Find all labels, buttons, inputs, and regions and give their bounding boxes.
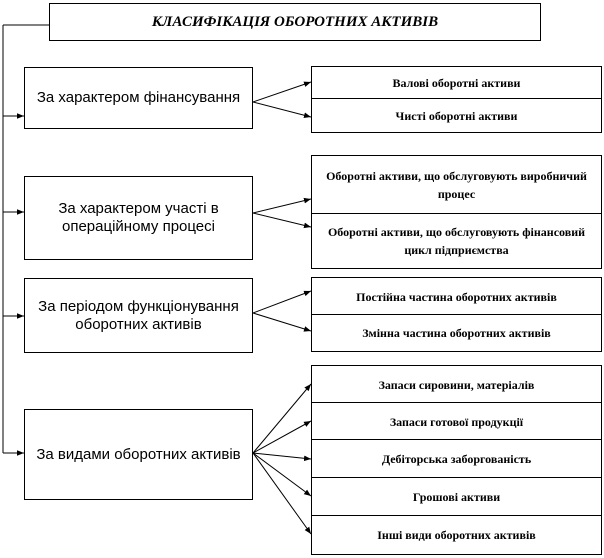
item-label: Оборотні активи, що обслуговують виробничий процес [326,169,587,201]
item-label: Дебіторська заборгованість [381,452,532,466]
item-financial-cycle-assets [311,213,602,269]
item-net-current-assets [311,98,602,133]
arrow-4-2 [253,421,311,453]
item-label: Грошові активи [412,490,501,504]
arrow-3-2 [253,313,311,331]
item-permanent-part [311,277,602,315]
arrow-3-1 [253,291,311,313]
item-raw-materials [311,365,602,403]
item-cash-assets [311,477,602,516]
item-finished-goods [311,402,602,440]
arrow-4-3 [253,453,311,459]
diagram-title [49,3,541,41]
item-label: Інші види оборотних активів [377,528,536,542]
category-label: За періодом функціонування оборотних активів [38,297,239,333]
arrow-1-2 [253,102,311,117]
arrow-4-5 [253,453,311,534]
item-label: Валові оборотні активи [392,76,521,90]
title-text: КЛАСИФІКАЦІЯ ОБОРОТНИХ АКТИВІВ [151,13,439,30]
item-label: Постійна частина оборотних активів [356,289,557,304]
arrow-2-2 [253,213,311,227]
category-box-types [24,409,253,500]
item-label: Оборотні активи, що обслуговують фінансовий цикл підприємства [327,225,586,257]
category-label: За характером участі в операційному процесі [58,200,219,235]
item-variable-part [311,314,602,352]
item-label: Змінна частина оборотних активів [362,326,551,340]
item-production-process-assets [311,155,602,214]
item-other-assets [311,515,602,555]
category-label: За видами оборотних активів [36,445,241,463]
item-label: Чисті оборотні активи [395,108,518,123]
item-gross-current-assets [311,66,602,99]
category-box-financing [24,67,253,129]
item-label: Запаси готової продукції [389,414,524,429]
category-box-operational [24,176,253,260]
arrow-4-1 [253,384,311,453]
arrow-2-1 [253,199,311,213]
item-label: Запаси сировини, матеріалів [378,377,535,392]
category-label: За характером фінансування [36,89,241,106]
arrow-4-4 [253,453,311,496]
category-box-period [24,278,253,353]
arrow-1-1 [253,82,311,102]
item-receivables [311,439,602,478]
